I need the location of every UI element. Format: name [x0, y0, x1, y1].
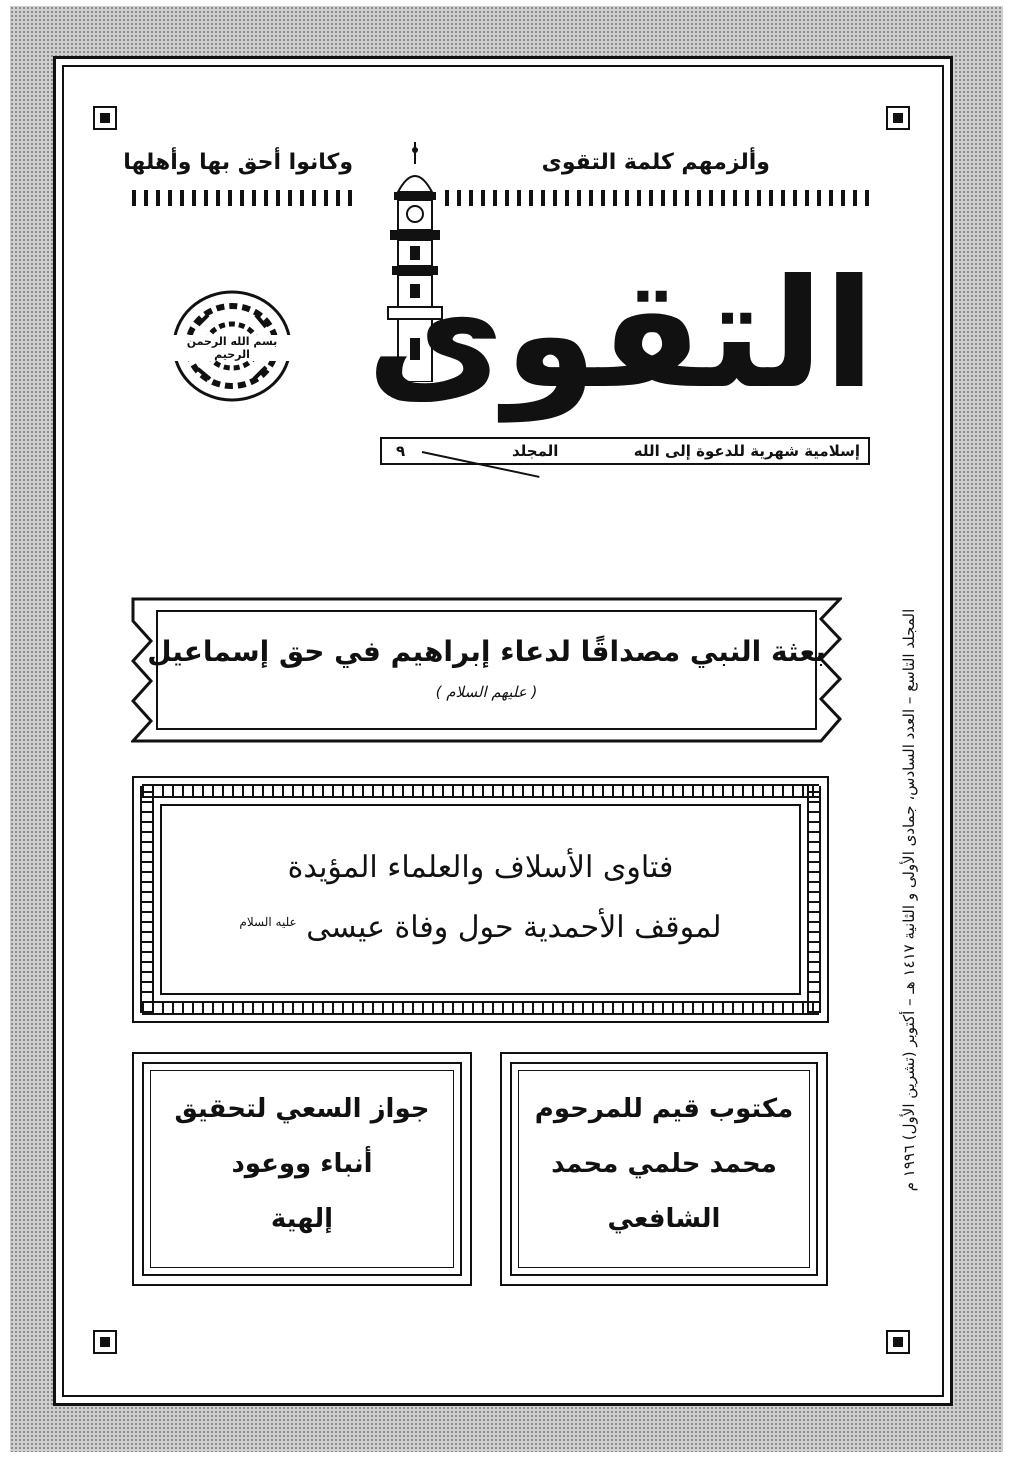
article-box-left: [132, 1052, 472, 1286]
border-pattern-top: [142, 784, 819, 798]
magazine-slogan: إسلامية شهرية للدعوة إلى الله: [633, 442, 860, 460]
headline-frame-icon: [131, 597, 842, 743]
fatwa-inner-frame: [160, 804, 801, 995]
corner-ornament-top-left: [93, 106, 117, 130]
corner-ornament-bottom-right: [886, 1330, 910, 1354]
fatwa-line-2-text: لموقف الأحمدية حول وفاة عيسى: [306, 910, 722, 945]
border-pattern-right: [807, 786, 821, 1013]
corner-ornament-bottom-left: [93, 1330, 117, 1354]
motto-underline-right: [445, 190, 875, 206]
border-pattern-bottom: [142, 1001, 819, 1015]
fatwa-line-2: [162, 910, 799, 945]
article-left-line-3: إلهية: [270, 1204, 334, 1234]
honorific: عليه السلام: [239, 915, 297, 929]
issue-spine: [894, 590, 924, 1210]
magazine-title: التقوى: [366, 248, 875, 422]
masthead-info-bar: [380, 437, 870, 465]
volume-number: ٩: [396, 442, 406, 460]
article-right-line-1: مكتوب قيم للمرحوم: [534, 1094, 794, 1124]
border-pattern-left: [140, 786, 154, 1013]
motto-right: وألزمهم كلمة التقوى: [541, 150, 770, 175]
headline-title: بعثة النبي مصداقًا لدعاء إبراهيم في حق إسماعيل: [147, 635, 826, 668]
motto-left: وكانوا أحق بها وأهلها: [123, 150, 353, 175]
article-right-line-2: محمد حلمي محمد: [551, 1149, 777, 1179]
issue-date-text: المجلد التاسع – العدد السادس، جمادى الأولى و الثانية ١٤١٧ هـ – أكتوبر (تشرين الأول) ١٩٩٦ م: [900, 608, 918, 1192]
article-right-line-3: الشافعي: [607, 1204, 721, 1234]
fatwa-box: [132, 776, 829, 1023]
headline-box: [131, 597, 842, 743]
calligraphy-text: بسم الله الرحمن الرحيم: [168, 335, 296, 361]
motto-underline-left: [132, 190, 352, 206]
article-left-line-2: أنباء ووعود: [231, 1149, 373, 1179]
headline-subtitle: ( عليهم السلام ): [435, 683, 538, 701]
basmala-calligraphy: [168, 285, 296, 407]
article-left-line-1: جواز السعي لتحقيق: [174, 1094, 430, 1124]
article-box-right: [500, 1052, 828, 1286]
corner-ornament-top-right: [886, 106, 910, 130]
fatwa-line-1: فتاوى الأسلاف والعلماء المؤيدة: [287, 850, 674, 885]
volume-label: المجلد: [512, 442, 559, 460]
